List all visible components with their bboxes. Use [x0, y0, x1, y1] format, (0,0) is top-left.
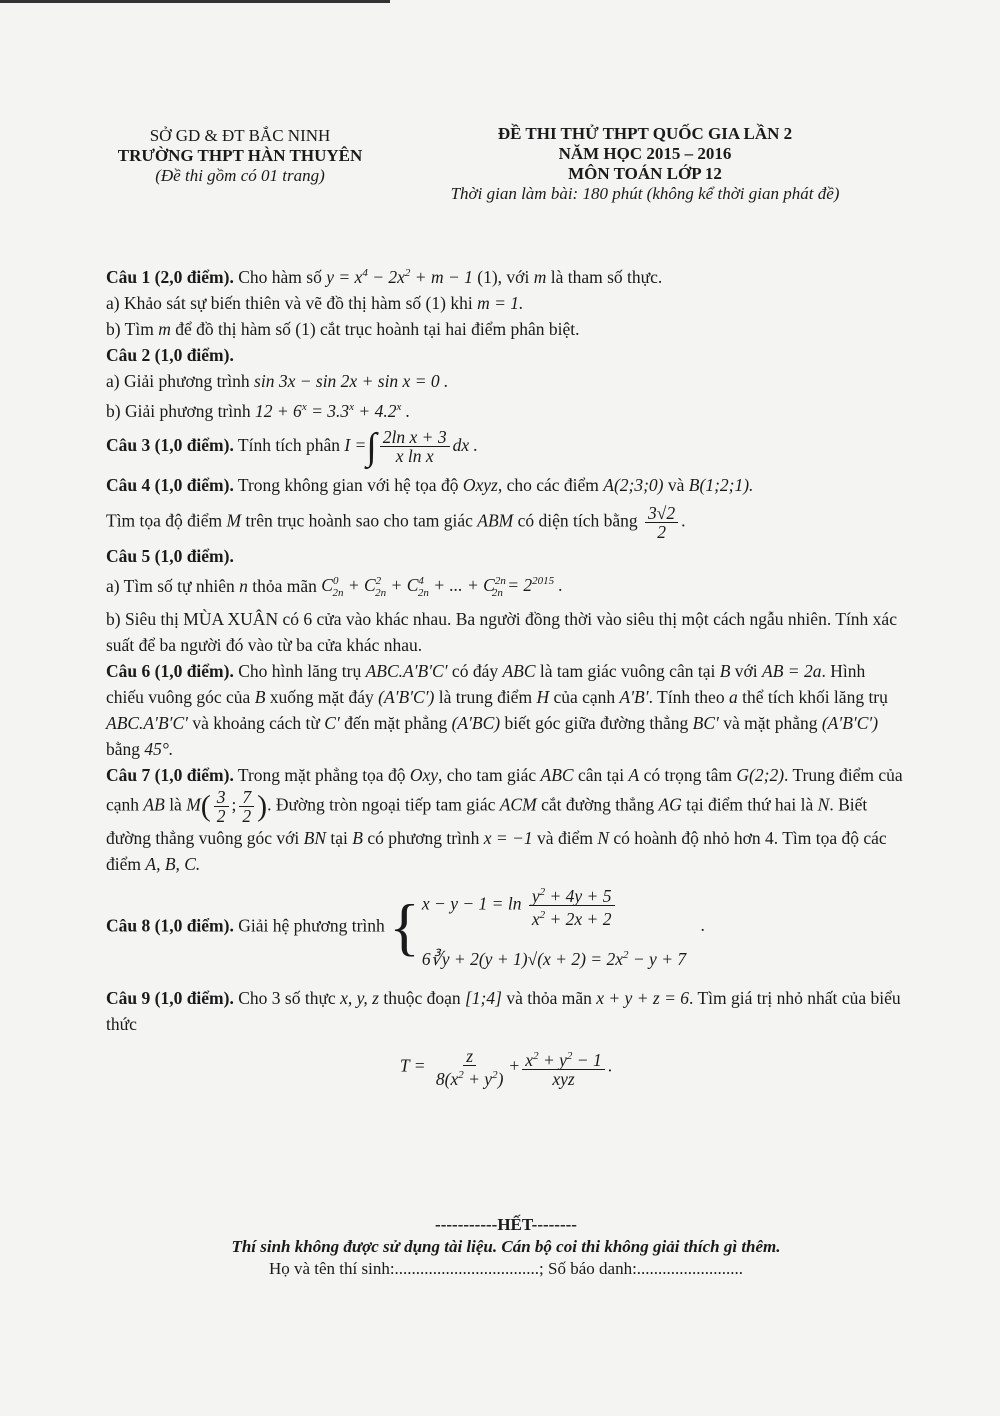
equation-system: { x − y − 1 = ln $\frac{y^2 + 4y + 5}{x^2 + 2x + 2}$ 6∛y + $2(y + 1)√(x + 2) = 2x^2 - y + 7$: [389, 883, 686, 971]
question-1a: a) Khảo sát sự biến thiên và vẽ đồ thị hàm số (1) khi m = 1.: [106, 292, 524, 313]
question-4-cont: Tìm tọa độ điểm M trên trục hoành sao cho tam giác ABM có diện tích bằng $\frac{3√2}{2}$ .: [106, 502, 686, 542]
question-6: Câu 6 (1,0 điểm). Cho hình lăng trụ ABC.A′B′C′ có đáy ABC là tam giác vuông cân tại B với AB = 2a. Hình chiếu vuông góc của B xuống mặt đáy (A′B′C′) là trung điểm H của cạnh A′B′. Tính theo a thể tích khối lăng trụ ABC.A′B′C′ và khoảng cách từ C′ đến mặt phẳng (A′BC) biết góc giữa đường thẳng BC′ và mặt phẳng (A′B′C′) bằng 45°.: [106, 660, 888, 759]
footer-note: Thí sinh không được sử dụng tài liệu. Cán bộ coi thi không giải thích gì thêm.: [231, 1237, 781, 1256]
formula: 6∛y + $2(y + 1)√(x + 2) = 2x^2 - y + 7$: [421, 948, 687, 969]
exam-title: ĐỀ THI THỬ THPT QUỐC GIA LẦN 2: [497, 124, 793, 143]
integral-symbol: ∫: [366, 425, 377, 468]
school-year: NĂM HỌC 2015 – 2016: [558, 144, 732, 163]
fraction: $\frac{x^2 + y^2 - 1}{\text{xyz}}$: [522, 1047, 604, 1088]
formula: m = 1.: [477, 292, 524, 313]
question-2b: b) Giải phương trình $12 + 6^x = 3.3^x + 4.2^x$ .: [106, 400, 411, 421]
time-note: Thời gian làm bài: 180 phút (không kể thời gian phát đề): [450, 184, 840, 203]
question-4: Câu 4 (1,0 điểm). Trong không gian với hệ tọa độ Oxyz, cho các điểm A(2;3;0) và B(1;2;1).: [106, 474, 754, 495]
subject: MÔN TOÁN LỚP 12: [568, 164, 722, 183]
question-1b: b) Tìm m để đồ thị hàm số (1) cắt trục hoành tại hai điểm phân biệt.: [106, 318, 580, 339]
question-7: Câu 7 (1,0 điểm). Trong mặt phẳng tọa độ Oxy, cho tam giác ABC cân tại A có trọng tâm G(2;2). Trung điểm của cạnh AB là M( $\frac{3}{2}$ ; $\frac{7}{2}$ ). Đường tròn ngoại tiếp tam giác ACM cắt đường thẳng AG tại điểm thứ hai là N. Biết đường thẳng vuông góc với BN tại B có phương trình x = −1 và điểm N có hoành độ nhỏ hơn 4. Tìm tọa độ các điểm A, B, C.: [106, 764, 903, 874]
formula: $y = x^4 - 2x^2 + m - 1$: [326, 266, 473, 287]
formula: x − y − 1 = ln $\frac{y^2 + 4y + 5}{x^2 + 2x + 2}$: [422, 883, 686, 928]
fraction: $\frac{7}{2}$: [239, 788, 254, 825]
school-name: TRƯỜNG THPT HÀN THUYÊN: [117, 146, 363, 165]
header-right: [405, 124, 885, 204]
page-count-note: (Đề thi gồm có 01 trang): [155, 166, 325, 185]
fraction: $\frac{3}{2}$: [214, 788, 229, 825]
end-marker: -----------HẾT--------: [435, 1215, 577, 1234]
footer: [106, 1214, 906, 1280]
question-8: Câu 8 (1,0 điểm). Giải hệ phương trình { x − y − 1 = ln $\frac{y^2 + 4y + 5}{x^2 + 2x + 2}$ 6∛y + $2(y + 1)√(x + 2) = 2x^2 - y + 7$ .: [106, 883, 906, 971]
question-5a: a) Tìm số tự nhiên n thỏa mãn $C^0_{2n} + C^2_{2n} + C^4_{2n}$ + ... + $C^{2n}_{2n} = 2^{2015}$ .: [106, 575, 563, 599]
formula: A(2;3;0): [603, 474, 664, 495]
question-1: Câu 1 (2,0 điểm). Cho hàm số $y = x^4 - 2x^2 + m - 1$ (1), với m là tham số thực.: [106, 266, 663, 287]
fraction: $\frac{\text{2ln x + 3}}{\text{x ln x}}$: [380, 428, 450, 465]
exam-body: [106, 260, 906, 1088]
formula: T =: [399, 1055, 426, 1076]
department-name: SỞ GD & ĐT BẮC NINH: [149, 126, 331, 145]
question-2: Câu 2 (1,0 điểm).: [106, 344, 234, 365]
question-9: Câu 9 (1,0 điểm). Cho 3 số thực x, y, z thuộc đoạn [1;4] và thỏa mãn x + y + z = 6. Tìm giá trị nhỏ nhất của biểu thức: [106, 988, 901, 1035]
header-left: [70, 126, 410, 186]
question-3: Câu 3 (1,0 điểm). Tính tích phân I =∫ $\frac{\text{2ln x + 3}}{\text{x ln x}}$ dx .: [106, 425, 478, 468]
fraction: $\frac{3√2}{2}$: [645, 504, 678, 541]
question-title: Câu 1 (2,0 điểm).: [106, 266, 234, 287]
formula: sin 3x − sin 2x + sin x = 0 .: [254, 370, 449, 391]
scan-edge-line: [0, 0, 390, 3]
question-9-formula: T = $\frac{z}{8(x^2 + y^2)}$ + $\frac{x^2 + y^2 - 1}{\text{xyz}}$ .: [399, 1046, 613, 1090]
formula: I =: [344, 434, 367, 455]
question-2a: a) Giải phương trình sin 3x − sin 2x + sin x = 0 .: [106, 370, 449, 391]
question-5b: b) Siêu thị MÙA XUÂN có 6 cửa vào khác nhau. Ba người đồng thời vào siêu thị một cách ngẫu nhiên. Tính xác suất để ba người đó vào từ ba cửa khác nhau.: [106, 608, 897, 655]
candidate-info-line: Họ và tên thí sinh:..................................; Số báo danh:.........................: [268, 1259, 744, 1278]
formula: B(1;2;1).: [688, 474, 754, 495]
fraction: $\frac{z}{8(x^2 + y^2)}$: [435, 1046, 504, 1090]
formula: $C^0_{2n} + C^2_{2n} + C^4_{2n}$ + ... + $C^{2n}_{2n} = 2^{2015}$ .: [321, 575, 563, 599]
formula: $12 + 6^x = 3.3^x + 4.2^x$ .: [255, 400, 411, 421]
question-5: Câu 5 (1,0 điểm).: [106, 545, 234, 566]
